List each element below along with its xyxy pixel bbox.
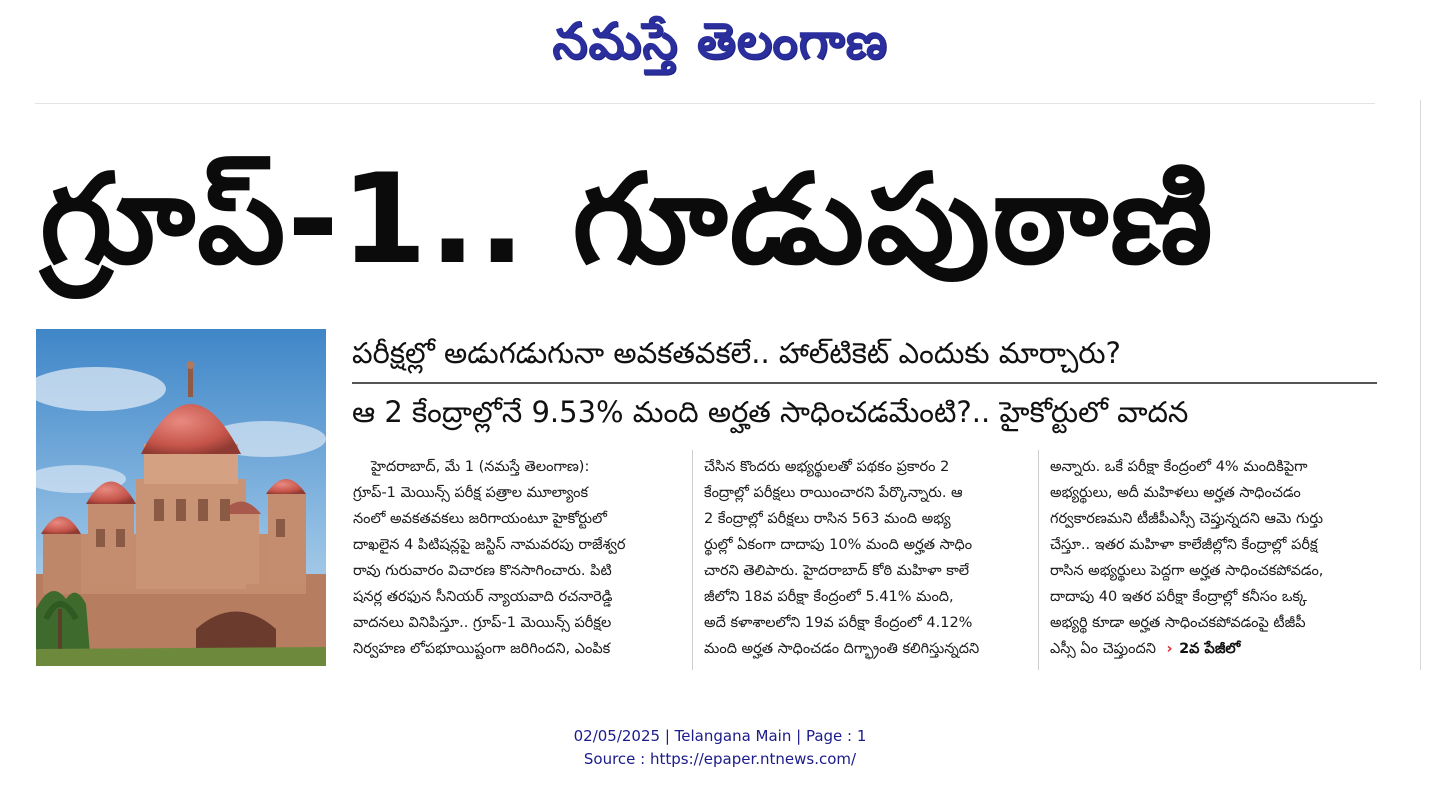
article-line: చారని తెలిపారు. హైదరాబాద్‌ కోఠి మహిళా కాలే — [704, 563, 970, 579]
source-link[interactable]: Source : https://epaper.ntnews.com/ — [583, 750, 857, 768]
masthead — [0, 0, 1440, 82]
right-divider — [1420, 100, 1421, 670]
article-line: కేంద్రాల్లో పరీక్షలు రాయించారని పేర్కొన్నారు. ఆ — [704, 485, 963, 501]
article-line: అభ్యర్థి కూడా అర్హత సాధించకపోవడంపై టీజీపీ — [1050, 615, 1306, 631]
continued-arrow-icon: › — [1166, 641, 1173, 657]
high-court-photo — [36, 329, 326, 666]
page-info: 02/05/2025 | Telangana Main | Page : 1 — [573, 727, 867, 745]
article-line: రావు గురువారం విచారణ కొనసాగించారు. పిటి — [353, 563, 612, 579]
article-line: 2 కేంద్రాల్లో పరీక్షలు రాసిన 563 మంది అభ్య — [704, 511, 951, 527]
subheadline-divider — [352, 382, 1377, 384]
article-line: ఎస్సీ ఏం చెప్తుందని — [1050, 641, 1156, 657]
article-column-2 — [704, 454, 1034, 662]
newspaper-logo: నమస్తే తెలంగాణ — [552, 12, 888, 70]
article-column-1 — [353, 454, 683, 662]
article-line: షనర్ల తరఫున సీనియర్‌ న్యాయవాది రచనారెడ్డి — [353, 589, 613, 605]
article-line: మంది అర్హత సాధించడం దిగ్భ్రాంతి కలిగిస్తున్నదని — [704, 641, 980, 657]
article-line: జీలోని 18వ పరీక్షా కేంద్రంలో 5.41% మంది, — [704, 589, 954, 605]
continued-on-page-link[interactable]: 2వ పేజీలో — [1179, 641, 1241, 657]
article-last-line — [1050, 636, 1380, 662]
article-line: గర్వకారణమని టీజీపీఎస్సీ చెప్తున్నదని ఆమె గుర్తు — [1050, 511, 1324, 527]
subheadline-1: పరీక్షల్లో అడుగడుగునా అవకతవకలే.. హాల్‌టికెట్‌ ఎందుకు మార్చారు? — [352, 336, 1121, 370]
article-line: ర్థుల్లో ఏకంగా దాదాపు 10% మంది అర్హత సాధిం — [704, 537, 973, 553]
article-line: అన్నారు. ఒకే పరీక్షా కేంద్రంలో 4% మందికిపైగా — [1050, 459, 1308, 475]
article-line: చేసిన కొందరు అభ్యర్థులతో పథకం ప్రకారం 2 — [704, 459, 950, 475]
article-line: నంలో అవకతవకలు జరిగాయంటూ హైకోర్టులో — [353, 511, 607, 527]
article-line: చేస్తూ.. ఇతర మహిళా కాలేజీల్లోని కేంద్రాల్లో పరీక్ష — [1050, 537, 1318, 553]
column-divider — [1038, 450, 1039, 670]
article-line: గ్రూప్‌-1 మెయిన్స్‌ పరీక్ష పత్రాల మూల్యాంక — [353, 485, 589, 501]
article-line: దాఖలైన 4 పిటిషన్లపై జస్టిస్‌ నామవరపు రాజేశ్వర — [353, 537, 626, 553]
article-line: హైదరాబాద్‌, మే 1 (నమస్తే తెలంగాణ): — [371, 459, 590, 475]
article-line: దాదాపు 40 ఇతర పరీక్షా కేంద్రాల్లో కనీసం ఒక్క — [1050, 589, 1308, 605]
article-column-3 — [1050, 454, 1380, 662]
article-line: అభ్యర్థులు, అదీ మహిళలు అర్హత సాధించడం — [1050, 485, 1301, 501]
headline: గ్రూప్‌-1.. గూడుపుఠాణి — [40, 148, 1215, 292]
column-divider — [692, 450, 693, 670]
article-line: నిర్వహణ లోపభూయిష్టంగా జరిగిందని, ఎంపిక — [353, 641, 611, 657]
article-line: రాసిన అభ్యర్థులు పెద్దగా అర్హత సాధించకపోవడం, — [1050, 563, 1324, 579]
article-line: అదే కళాశాలలోని 19వ పరీక్షా కేంద్రంలో 4.12% — [704, 615, 973, 631]
top-divider — [35, 103, 1375, 104]
article-line: వాదనలు వినిపిస్తూ.. గ్రూప్‌-1 మెయిన్స్‌ పరీక్షల — [353, 615, 612, 631]
subheadline-2: ఆ 2 కేంద్రాల్లోనే 9.53% మంది అర్హత సాధించడమేంటి?.. హైకోర్టులో వాదన — [352, 395, 1189, 429]
